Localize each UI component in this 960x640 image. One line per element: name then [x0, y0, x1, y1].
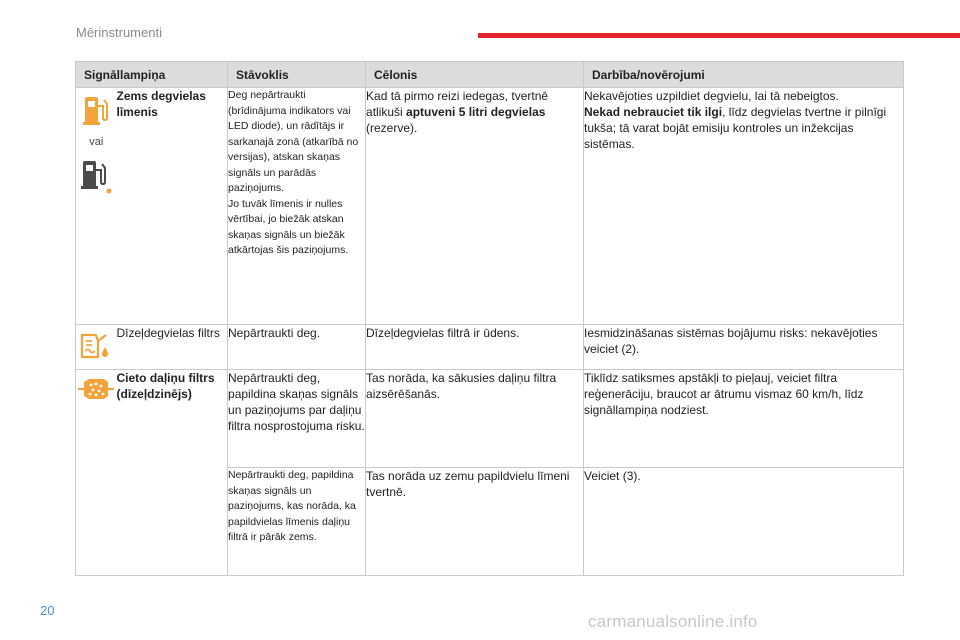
fuel-pump-low-icon: [79, 158, 113, 194]
table-row: [76, 370, 904, 468]
cause-text: Tas norāda, ka sākusies daļiņu filtra aizsērēšanās.: [366, 370, 584, 468]
section-title: Mērinstrumenti: [76, 25, 162, 40]
state-text-part2: Jo tuvāk līmenis ir nulles vērtībai, jo biežāk atskan skaņas signāls un biežāk atkārtojas šis paziņojums.: [228, 197, 349, 256]
cause-emphasis: aptuveni 5 litri degvielas: [406, 105, 546, 119]
icon-cell: [76, 88, 117, 325]
water-in-fuel-filter-icon: [79, 331, 113, 361]
header-action: Darbība/novērojumi: [584, 62, 904, 88]
icon-cell: [76, 325, 117, 370]
header-cause: Cēlonis: [366, 62, 584, 88]
state-text-part1: Deg nepārtraukti (brīdinājuma indikators vai LED diode), un rādītājs ir sarkanajā zonā (atkarībā no versijas), atskan skaņas signāls un parādās paziņojums.: [228, 89, 359, 194]
particle-filter-icon: [78, 376, 114, 402]
header-state: Stāvoklis: [228, 62, 366, 88]
state-text: [228, 88, 366, 325]
table-row: [76, 88, 904, 325]
page-number: 20: [40, 603, 55, 618]
cause-text: Dīzeļdegvielas filtrā ir ūdens.: [366, 325, 584, 370]
lamp-name: Cieto daļiņu filtrs (dīzeļdzinējs): [117, 370, 228, 576]
action-emphasis: Nekad nebrauciet tik ilgi: [584, 105, 723, 119]
action-text: [584, 88, 904, 325]
state-text: Nepārtraukti deg.: [228, 325, 366, 370]
action-text: Iesmidzināšanas sistēmas bojājumu risks: nekavējoties veiciet (2).: [584, 325, 904, 370]
action-text: Veiciet (3).: [584, 468, 904, 576]
cause-text: Tas norāda uz zemu papildvielu līmeni tvertnē.: [366, 468, 584, 576]
state-text: Nepārtraukti deg, papildina skaņas signāls un paziņojums par daļiņu filtra nosprostojuma risku.: [228, 370, 366, 468]
warning-lamps-table: [75, 61, 904, 576]
icon-connector-text: vai: [89, 136, 104, 148]
fuel-pump-icon: [81, 94, 111, 128]
action-part1: Nekavējoties uzpildiet degvielu, lai tā nebeigtos.: [584, 89, 839, 103]
cause-part2: (rezerve).: [366, 121, 418, 135]
cause-part1: Kad tā pirmo reizi iedegas, tvertnē atlikuši: [366, 89, 549, 119]
action-part2: , līdz degvielas tvertne ir pilnīgi tukša; tā varat bojāt emisiju kontroles un inžekcijas sistēmas.: [584, 105, 887, 151]
header-accent-bar: [478, 33, 960, 38]
table-row: [76, 325, 904, 370]
table-header-row: [76, 62, 904, 88]
watermark: carmanualsonline.info: [588, 612, 758, 631]
icon-cell: [76, 370, 117, 576]
state-text: Nepārtraukti deg, papildina skaņas signāls un paziņojums, kas norāda, ka papildvielas līmenis daļiņu filtrā ir pārāk zems.: [228, 468, 366, 576]
lamp-name: Zems degvielas līmenis: [117, 88, 228, 325]
action-text: Tiklīdz satiksmes apstākļi to pieļauj, veiciet filtra reģenerāciju, braucot ar ātrumu vismaz 60 km/h, līdz signāllampiņa nodziest.: [584, 370, 904, 468]
header-lamp: Signāllampiņa: [76, 62, 228, 88]
lamp-name: Dīzeļdegvielas filtrs: [117, 325, 228, 370]
cause-text: [366, 88, 584, 325]
